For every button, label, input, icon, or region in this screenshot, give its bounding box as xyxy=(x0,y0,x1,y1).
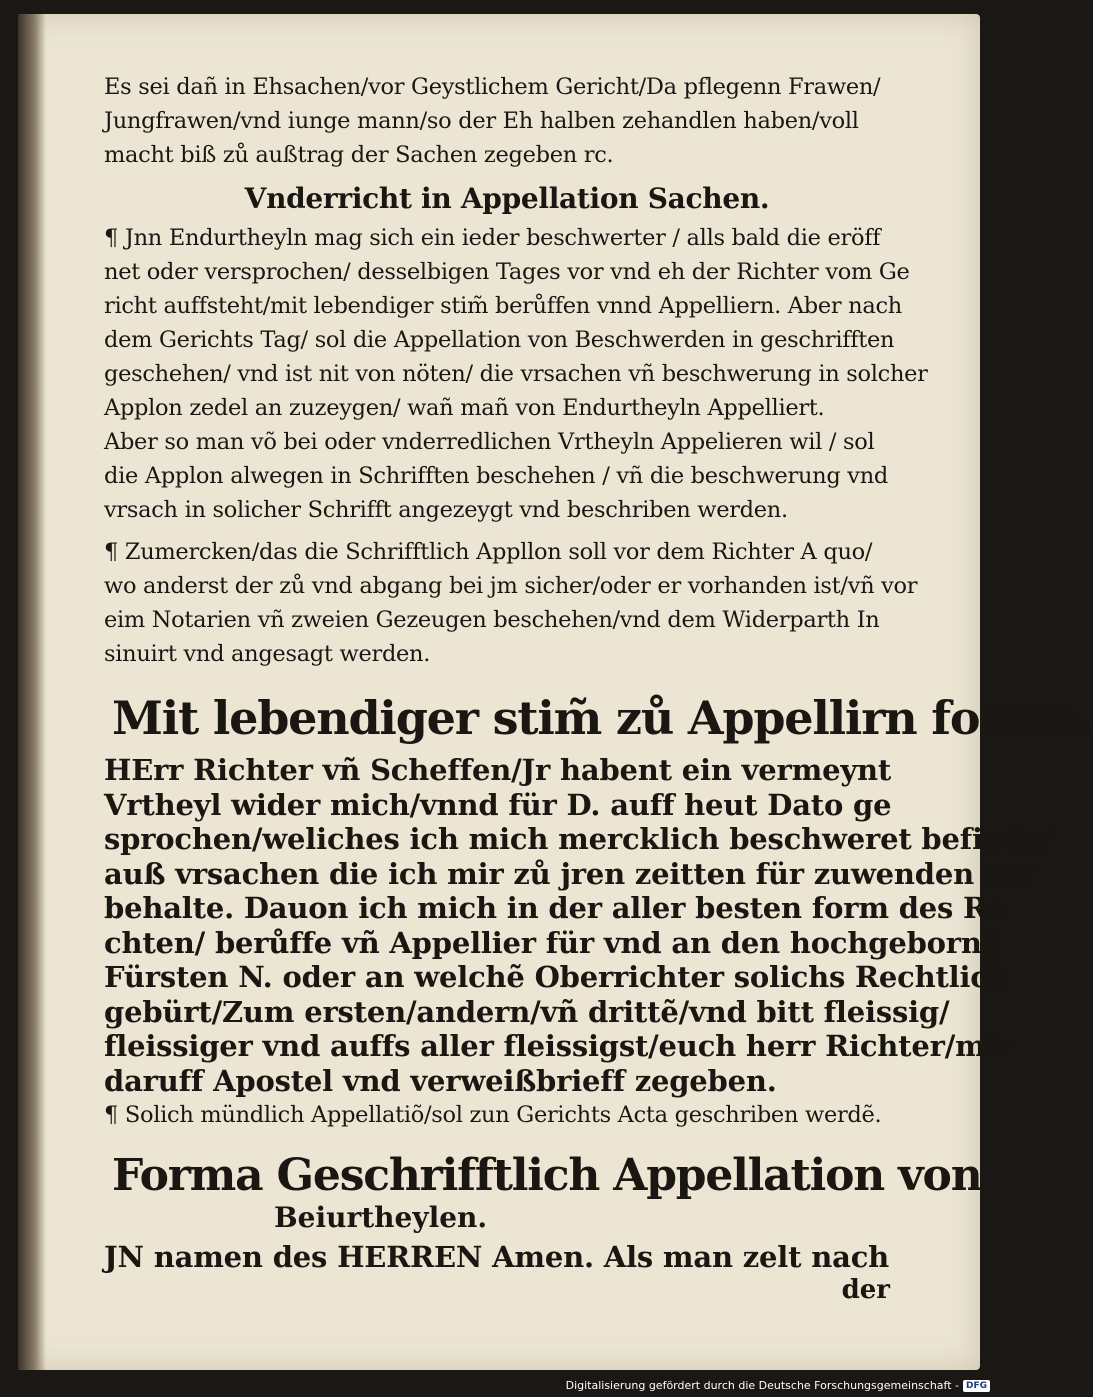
paragraph-2 xyxy=(104,425,910,527)
paragraph-1 xyxy=(104,221,928,425)
text-line: macht biß zů außtrag der Sachen zegeben rc. xyxy=(104,142,614,168)
text-line: HErr Richter vñ Scheffen/Jr habent ein vermeynt xyxy=(104,753,892,787)
funding-credit xyxy=(566,1379,990,1392)
text-line: behalte. Dauon ich mich in der aller besten form des Re xyxy=(104,891,1006,925)
text-line: daruff Apostel vnd verweißbrieff zegeben. xyxy=(104,1063,777,1098)
text-line: JN namen des HERREN Amen. Als man zelt nach xyxy=(104,1240,890,1274)
text-line: sprochen/weliches ich mich mercklich beschweret befinde/ xyxy=(104,822,1053,856)
text-line: Es sei dañ in Ehsachen/vor Geystlichem Gericht/Da pflegenn Frawen/ xyxy=(104,74,881,100)
text-line: net oder versprochen/ desselbigen Tages vor vnd eh der Richter vom Ge xyxy=(104,259,910,285)
text-line: Vrtheyl wider mich/vnnd für D. auff heut Dato ge xyxy=(104,787,892,822)
section-heading-continuation: Beiurtheylen. xyxy=(274,1201,488,1234)
text-line: richt auffsteht/mit lebendiger stim̃ berůffen vnnd Appelliern. Aber nach xyxy=(104,293,902,319)
text-line: eim Notarien vñ zweien Gezeugen beschehen/vnd dem Widerparth In xyxy=(104,607,880,633)
text-line: dem Gerichts Tag/ sol die Appellation von Beschwerden in geschrifften xyxy=(104,327,895,353)
funding-text: Digitalisierung gefördert durch die Deutsche Forschungsgemeinschaft - xyxy=(565,1379,959,1392)
text-line: Applon zedel an zuzeygen/ wañ mañ von Endurtheyln Appelliert. xyxy=(104,395,825,421)
page-text xyxy=(104,70,1093,1305)
paragraph-5 xyxy=(104,1240,910,1275)
book-page xyxy=(18,14,1093,1370)
text-line: sinuirt vnd angesagt werden. xyxy=(104,641,431,667)
text-line: wo anderst der zů vnd abgang bei jm sicher/oder er vorhanden ist/vñ vor xyxy=(104,573,918,599)
intro-paragraph xyxy=(104,70,910,172)
text-line: chten/ berůffe vñ Appellier für vnd an den hochgebornẽ xyxy=(104,925,1001,960)
section-heading-large: Forma Geschrifftlich Appellation von xyxy=(112,1150,982,1201)
text-line: auß vrsachen die ich mir zů jren zeitten für zuwenden vor xyxy=(104,856,1035,891)
page-edge-shadow xyxy=(18,14,46,1370)
text-line: die Applon alwegen in Schrifften beschehen / vñ die beschwerung vnd xyxy=(104,463,889,489)
text-line: Fürsten N. oder an welchẽ Oberrichter solichs Rechtlich xyxy=(104,960,1009,994)
paragraph-3 xyxy=(104,535,918,671)
text-line: vrsach in solicher Schrifft angezeygt vnd beschriben werden. xyxy=(104,497,788,523)
text-line: ¶ Zumercken/das die Schrifftlich Appllon soll vor dem Richter A quo/ xyxy=(104,539,873,565)
text-line: ¶ Jnn Endurtheyln mag sich ein ieder beschwerter / alls bald die eröff xyxy=(104,225,881,251)
section-heading: Vnderricht in Appellation Sachen. xyxy=(244,182,770,215)
text-line: gebürt/Zum ersten/andern/vñ drittẽ/vnd bitt fleissig/ xyxy=(104,994,950,1029)
note-paragraph xyxy=(104,1098,910,1132)
text-line: Aber so man võ bei oder vnderredlichen Vrtheyln Appelieren wil / sol xyxy=(104,429,875,455)
text-line: ¶ Solich mündlich Appellatiõ/sol zun Gerichts Acta geschriben werdẽ. xyxy=(104,1102,882,1128)
text-line: fleissiger vnd auffs aller fleissigst/euch herr Richter/mir xyxy=(104,1029,1012,1063)
text-line: geschehen/ vnd ist nit von nöten/ die vrsachen vñ beschwerung in solcher xyxy=(104,361,928,387)
catchword: der xyxy=(841,1274,890,1305)
text-line: Jungfrawen/vnd iunge mann/so der Eh halben zehandlen haben/voll xyxy=(104,108,859,134)
dfg-logo: DFG xyxy=(963,1380,990,1392)
section-heading-large: Mit lebendiger stim̃ zů Appellirn forma. xyxy=(112,691,1093,745)
paragraph-4 xyxy=(104,753,1053,1098)
